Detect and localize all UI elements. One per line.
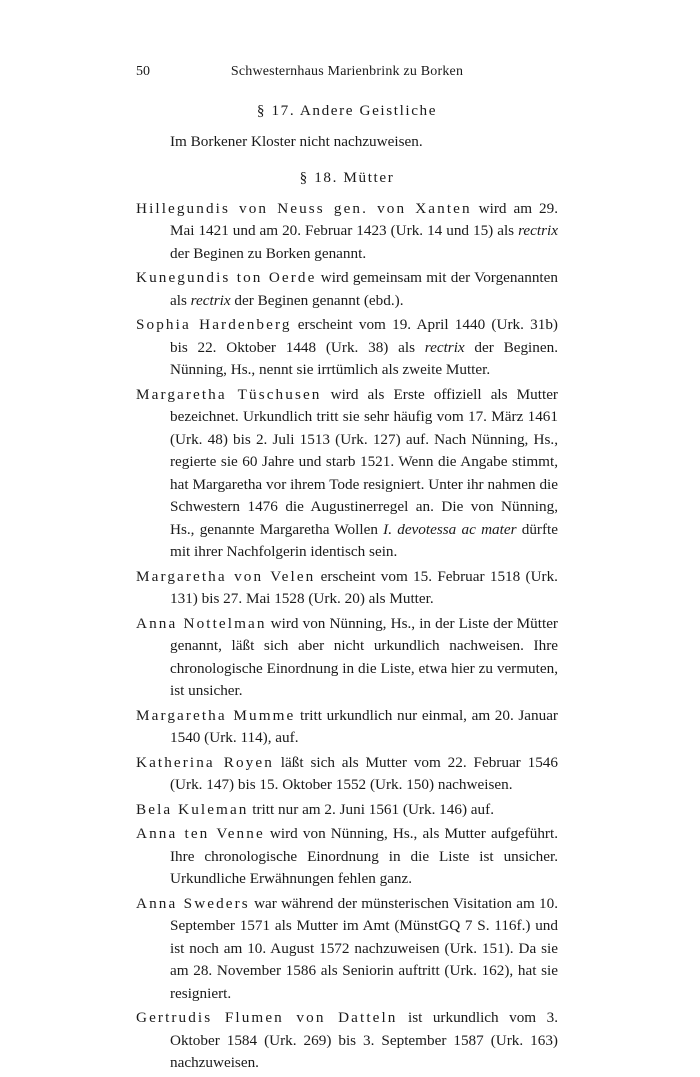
- list-item: [136, 314, 558, 382]
- entry-text: wird am 29. Mai 1421 und am 20. Februar 1423 (Urk. 14 und 15) als rectrix der Beginen zu Borken genannt.: [170, 199, 558, 262]
- page-header: [136, 64, 558, 84]
- entry-text: erscheint vom 15. Februar 1518 (Urk. 131) bis 27. Mai 1528 (Urk. 20) als Mutter.: [170, 567, 558, 607]
- list-item: [136, 752, 558, 797]
- entry-text: wird gemeinsam mit der Vorgenannten als rectrix der Beginen genannt (ebd.).: [170, 269, 558, 309]
- entry-name: Margaretha von Velen: [136, 567, 316, 585]
- entry-name: Gertrudis Flumen von Datteln: [136, 1009, 398, 1026]
- entry-text: erscheint vom 19. April 1440 (Urk. 31b) bis 22. Oktober 1448 (Urk. 38) als rectrix der Beginen. Nünning, Hs., nennt sie irrtümlich als zweite Mutter.: [170, 316, 558, 378]
- list-item: [136, 384, 558, 564]
- entry-name: Margaretha Mumme: [136, 706, 296, 724]
- list-item: [136, 705, 558, 750]
- page-body: [136, 100, 558, 1077]
- entry-text: wird von Nünning, Hs., in der Liste der Mütter genannt, läßt sich aber nicht urkundlich nachweisen. Ihre chronologische Einordnung in die Liste, etwa hier zu vermuten, ist unsicher.: [170, 614, 558, 699]
- entry-text: war während der münsterischen Visitation am 10. September 1571 als Mutter im Amt (MünstGQ 7 S. 116f.) und ist noch am 10. August 1572 nachzuweisen (Urk. 151). Da sie am 28. November 1586 als Seniorin auftritt (Urk. 162), hat sie resigniert.: [170, 894, 558, 1002]
- entry-text: läßt sich als Mutter vom 22. Februar 1546 (Urk. 147) bis 15. Oktober 1552 (Urk. 150) nachweisen.: [170, 753, 558, 793]
- entry-text: tritt urkundlich nur einmal, am 20. Januar 1540 (Urk. 114), auf.: [170, 706, 558, 746]
- running-title: Schwesternhaus Marienbrink zu Borken: [230, 64, 464, 79]
- entry-text: wird von Nünning, Hs., als Mutter aufgeführt. Ihre chronologische Einordnung in die Liste ist unsicher. Urkundliche Erwähnungen fehlen ganz.: [170, 825, 558, 887]
- entry-text: ist urkundlich vom 3. Oktober 1584 (Urk. 269) bis 3. September 1587 (Urk. 163) nachzuweisen.: [170, 1009, 558, 1071]
- entry-name: Kunegundis ton Oerde: [136, 269, 317, 286]
- list-item: [136, 1007, 558, 1075]
- list-item: [136, 799, 558, 822]
- list-item: [136, 823, 558, 891]
- list-item: [136, 198, 558, 266]
- mothers-list: [136, 198, 558, 1075]
- list-item: [136, 893, 558, 1006]
- entry-text: wird als Erste offiziell als Mutter bezeichnet. Urkundlich tritt sie sehr häufig vom 17. März 1461 (Urk. 48) bis 2. Juli 1513 (Urk. 127) auf. Nach Nünning, Hs., regierte sie 60 Jahre und starb 1521. Wenn die Angabe stimmt, hat Margaretha vor ihrem Tode resigniert. Unter ihr nahmen die Schwestern 1476 die Augustinerregel an. Die von Nünning, Hs., genannte Margaretha Wollen I. devotessa ac mater dürfte mit ihrer Nachfolgerin identisch sein.: [170, 385, 558, 560]
- section-heading-17: § 17. Andere Geistliche: [256, 102, 438, 119]
- entry-name: Hillegundis von Neuss gen. von Xanten: [136, 199, 472, 217]
- entry-text: tritt nur am 2. Juni 1561 (Urk. 146) auf.: [248, 800, 494, 818]
- entry-name: Bela Kuleman: [136, 800, 249, 818]
- entry-name: Anna ten Venne: [136, 825, 265, 842]
- list-item: [136, 267, 558, 312]
- section-heading-18: § 18. Mütter: [299, 169, 395, 186]
- entry-name: Sophia Hardenberg: [136, 316, 292, 333]
- list-item: [136, 566, 558, 611]
- page-number: 50: [136, 64, 150, 79]
- entry-name: Katherina Royen: [136, 753, 274, 771]
- list-item: [136, 613, 558, 703]
- entry-name: Margaretha Tüschusen: [136, 385, 322, 403]
- section-intro: Im Borkener Kloster nicht nachzuweisen.: [170, 132, 423, 150]
- entry-name: Anna Nottelman: [136, 614, 267, 632]
- entry-name: Anna Sweders: [136, 894, 250, 912]
